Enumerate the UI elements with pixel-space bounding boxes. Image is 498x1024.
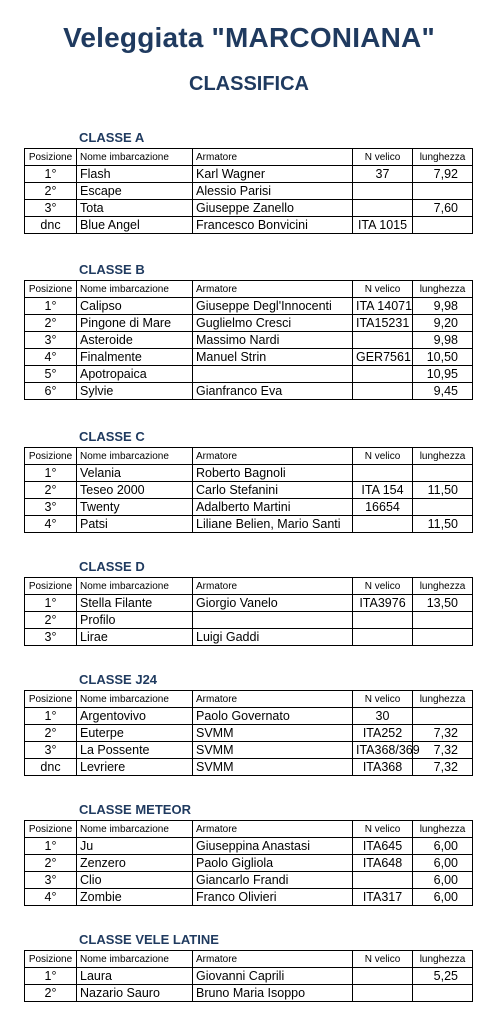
table-row bbox=[25, 366, 473, 383]
cell-owner: Karl Wagner bbox=[193, 166, 353, 183]
cell-owner: Massimo Nardi bbox=[193, 332, 353, 349]
cell-position: 2° bbox=[25, 612, 77, 629]
column-header: lunghezza bbox=[413, 821, 473, 838]
column-header: Armatore bbox=[193, 448, 353, 465]
cell-position: 2° bbox=[25, 725, 77, 742]
cell-owner: Giorgio Vanelo bbox=[193, 595, 353, 612]
cell-sail-number bbox=[353, 183, 413, 200]
cell-boat-name: Twenty bbox=[77, 499, 193, 516]
table-header-row bbox=[25, 821, 473, 838]
cell-boat-name: Blue Angel bbox=[77, 217, 193, 234]
cell-position: 1° bbox=[25, 838, 77, 855]
class-title: CLASSE C bbox=[79, 429, 145, 444]
table-row bbox=[25, 183, 473, 200]
class-title: CLASSE D bbox=[79, 559, 145, 574]
cell-length: 6,00 bbox=[413, 872, 473, 889]
column-header: N velico bbox=[353, 281, 413, 298]
column-header: N velico bbox=[353, 691, 413, 708]
cell-boat-name: Finalmente bbox=[77, 349, 193, 366]
cell-position: 3° bbox=[25, 200, 77, 217]
column-header: Posizione bbox=[25, 149, 77, 166]
cell-length: 11,50 bbox=[413, 482, 473, 499]
cell-sail-number: ITA 1015 bbox=[353, 217, 413, 234]
cell-sail-number: ITA15231 bbox=[353, 315, 413, 332]
column-header: N velico bbox=[353, 149, 413, 166]
table-row bbox=[25, 217, 473, 234]
cell-sail-number bbox=[353, 366, 413, 383]
class-section bbox=[24, 262, 472, 400]
table-row bbox=[25, 985, 473, 1002]
cell-boat-name: Pingone di Mare bbox=[77, 315, 193, 332]
class-title: CLASSE VELE LATINE bbox=[79, 932, 219, 947]
table-header-row bbox=[25, 281, 473, 298]
cell-sail-number: ITA317 bbox=[353, 889, 413, 906]
results-table bbox=[24, 690, 473, 776]
cell-sail-number: ITA 14071 bbox=[353, 298, 413, 315]
cell-owner: SVMM bbox=[193, 725, 353, 742]
table-row bbox=[25, 516, 473, 533]
column-header: Posizione bbox=[25, 578, 77, 595]
column-header: Armatore bbox=[193, 951, 353, 968]
cell-boat-name: Clio bbox=[77, 872, 193, 889]
column-header: Posizione bbox=[25, 448, 77, 465]
cell-position: 2° bbox=[25, 985, 77, 1002]
cell-sail-number: ITA648 bbox=[353, 855, 413, 872]
cell-sail-number bbox=[353, 465, 413, 482]
results-table bbox=[24, 577, 473, 646]
cell-length bbox=[413, 183, 473, 200]
cell-position: 2° bbox=[25, 183, 77, 200]
class-title: CLASSE A bbox=[79, 130, 145, 145]
cell-length bbox=[413, 499, 473, 516]
cell-length bbox=[413, 612, 473, 629]
cell-length: 5,25 bbox=[413, 968, 473, 985]
column-header: Armatore bbox=[193, 149, 353, 166]
table-header-row bbox=[25, 691, 473, 708]
table-row bbox=[25, 200, 473, 217]
cell-length: 6,00 bbox=[413, 889, 473, 906]
column-header: Posizione bbox=[25, 821, 77, 838]
cell-position: 3° bbox=[25, 499, 77, 516]
cell-length bbox=[413, 217, 473, 234]
cell-owner: Luigi Gaddi bbox=[193, 629, 353, 646]
column-header: Posizione bbox=[25, 691, 77, 708]
cell-sail-number: ITA368 bbox=[353, 759, 413, 776]
cell-boat-name: Euterpe bbox=[77, 725, 193, 742]
cell-boat-name: Zombie bbox=[77, 889, 193, 906]
cell-position: dnc bbox=[25, 759, 77, 776]
cell-sail-number bbox=[353, 612, 413, 629]
cell-length: 10,50 bbox=[413, 349, 473, 366]
column-header: Armatore bbox=[193, 691, 353, 708]
cell-boat-name: Teseo 2000 bbox=[77, 482, 193, 499]
class-title: CLASSE B bbox=[79, 262, 145, 277]
cell-length bbox=[413, 985, 473, 1002]
results-table bbox=[24, 280, 473, 400]
table-row bbox=[25, 708, 473, 725]
cell-length bbox=[413, 629, 473, 646]
cell-position: 3° bbox=[25, 742, 77, 759]
class-section bbox=[24, 130, 472, 234]
class-title: CLASSE J24 bbox=[79, 672, 158, 687]
cell-position: 1° bbox=[25, 166, 77, 183]
table-row bbox=[25, 759, 473, 776]
cell-length bbox=[413, 708, 473, 725]
cell-owner: Bruno Maria Isoppo bbox=[193, 985, 353, 1002]
cell-position: 2° bbox=[25, 482, 77, 499]
table-row bbox=[25, 499, 473, 516]
table-row bbox=[25, 315, 473, 332]
cell-length: 7,32 bbox=[413, 742, 473, 759]
table-row bbox=[25, 612, 473, 629]
cell-boat-name: Laura bbox=[77, 968, 193, 985]
cell-boat-name: Lirae bbox=[77, 629, 193, 646]
results-table bbox=[24, 950, 473, 1002]
cell-owner: Giuseppina Anastasi bbox=[193, 838, 353, 855]
cell-position: 1° bbox=[25, 595, 77, 612]
cell-owner: Gianfranco Eva bbox=[193, 383, 353, 400]
cell-length: 6,00 bbox=[413, 838, 473, 855]
cell-boat-name: Zenzero bbox=[77, 855, 193, 872]
cell-length: 9,20 bbox=[413, 315, 473, 332]
table-row bbox=[25, 725, 473, 742]
cell-length: 6,00 bbox=[413, 855, 473, 872]
table-row bbox=[25, 332, 473, 349]
table-header-row bbox=[25, 951, 473, 968]
cell-boat-name: Ju bbox=[77, 838, 193, 855]
cell-boat-name: Argentovivo bbox=[77, 708, 193, 725]
column-header: lunghezza bbox=[413, 281, 473, 298]
cell-length bbox=[413, 465, 473, 482]
table-row bbox=[25, 383, 473, 400]
page-subtitle: CLASSIFICA bbox=[189, 73, 309, 95]
cell-owner: Carlo Stefanini bbox=[193, 482, 353, 499]
table-header-row bbox=[25, 448, 473, 465]
cell-owner: Giuseppe Zanello bbox=[193, 200, 353, 217]
table-row bbox=[25, 349, 473, 366]
cell-owner: Paolo Gigliola bbox=[193, 855, 353, 872]
cell-position: 2° bbox=[25, 315, 77, 332]
cell-length: 7,32 bbox=[413, 725, 473, 742]
cell-position: 3° bbox=[25, 332, 77, 349]
column-header: lunghezza bbox=[413, 578, 473, 595]
table-row bbox=[25, 742, 473, 759]
cell-sail-number: GER7561 bbox=[353, 349, 413, 366]
cell-position: 1° bbox=[25, 968, 77, 985]
cell-owner bbox=[193, 612, 353, 629]
cell-owner: SVMM bbox=[193, 742, 353, 759]
cell-sail-number: ITA368/369 bbox=[353, 742, 413, 759]
table-row bbox=[25, 838, 473, 855]
column-header: Armatore bbox=[193, 281, 353, 298]
column-header: lunghezza bbox=[413, 448, 473, 465]
table-row bbox=[25, 465, 473, 482]
cell-owner bbox=[193, 366, 353, 383]
class-title: CLASSE METEOR bbox=[79, 802, 191, 817]
cell-boat-name: Calipso bbox=[77, 298, 193, 315]
cell-owner: Giancarlo Frandi bbox=[193, 872, 353, 889]
column-header: lunghezza bbox=[413, 691, 473, 708]
column-header: N velico bbox=[353, 821, 413, 838]
cell-owner: Manuel Strin bbox=[193, 349, 353, 366]
cell-position: 4° bbox=[25, 516, 77, 533]
column-header: Posizione bbox=[25, 951, 77, 968]
page-title: Veleggiata "MARCONIANA" bbox=[63, 22, 435, 53]
column-header: lunghezza bbox=[413, 951, 473, 968]
table-row bbox=[25, 482, 473, 499]
cell-boat-name: Velania bbox=[77, 465, 193, 482]
results-table bbox=[24, 820, 473, 906]
results-table bbox=[24, 447, 473, 533]
cell-sail-number bbox=[353, 985, 413, 1002]
cell-owner: Liliane Belien, Mario Santi bbox=[193, 516, 353, 533]
cell-boat-name: Asteroide bbox=[77, 332, 193, 349]
cell-owner: Francesco Bonvicini bbox=[193, 217, 353, 234]
cell-sail-number: ITA 154 bbox=[353, 482, 413, 499]
cell-sail-number: ITA3976 bbox=[353, 595, 413, 612]
column-header: Nome imbarcazione bbox=[77, 691, 193, 708]
cell-boat-name: Sylvie bbox=[77, 383, 193, 400]
table-row bbox=[25, 968, 473, 985]
cell-length: 9,98 bbox=[413, 332, 473, 349]
column-header: Nome imbarcazione bbox=[77, 821, 193, 838]
cell-sail-number bbox=[353, 332, 413, 349]
cell-position: dnc bbox=[25, 217, 77, 234]
results-table bbox=[24, 148, 473, 234]
table-header-row bbox=[25, 149, 473, 166]
cell-owner: Giovanni Caprili bbox=[193, 968, 353, 985]
cell-position: 5° bbox=[25, 366, 77, 383]
table-header-row bbox=[25, 578, 473, 595]
cell-boat-name: Levriere bbox=[77, 759, 193, 776]
cell-boat-name: Profilo bbox=[77, 612, 193, 629]
cell-length: 7,32 bbox=[413, 759, 473, 776]
cell-length: 11,50 bbox=[413, 516, 473, 533]
cell-length: 7,60 bbox=[413, 200, 473, 217]
table-row bbox=[25, 629, 473, 646]
column-header: Nome imbarcazione bbox=[77, 149, 193, 166]
cell-boat-name: Stella Filante bbox=[77, 595, 193, 612]
cell-position: 3° bbox=[25, 629, 77, 646]
cell-sail-number: 30 bbox=[353, 708, 413, 725]
cell-sail-number: 16654 bbox=[353, 499, 413, 516]
cell-boat-name: Patsi bbox=[77, 516, 193, 533]
cell-boat-name: Tota bbox=[77, 200, 193, 217]
cell-length: 9,45 bbox=[413, 383, 473, 400]
cell-length: 7,92 bbox=[413, 166, 473, 183]
cell-position: 4° bbox=[25, 889, 77, 906]
cell-sail-number: ITA252 bbox=[353, 725, 413, 742]
column-header: N velico bbox=[353, 448, 413, 465]
column-header: Nome imbarcazione bbox=[77, 578, 193, 595]
table-row bbox=[25, 595, 473, 612]
column-header: N velico bbox=[353, 951, 413, 968]
cell-length: 10,95 bbox=[413, 366, 473, 383]
cell-position: 1° bbox=[25, 465, 77, 482]
column-header: Armatore bbox=[193, 578, 353, 595]
cell-owner: Franco Olivieri bbox=[193, 889, 353, 906]
cell-length: 9,98 bbox=[413, 298, 473, 315]
table-row bbox=[25, 855, 473, 872]
cell-length: 13,50 bbox=[413, 595, 473, 612]
column-header: Nome imbarcazione bbox=[77, 448, 193, 465]
cell-sail-number bbox=[353, 383, 413, 400]
cell-owner: SVMM bbox=[193, 759, 353, 776]
class-section bbox=[24, 932, 472, 1002]
cell-sail-number bbox=[353, 629, 413, 646]
cell-position: 1° bbox=[25, 708, 77, 725]
cell-owner: Guglielmo Cresci bbox=[193, 315, 353, 332]
table-row bbox=[25, 872, 473, 889]
cell-sail-number: ITA645 bbox=[353, 838, 413, 855]
class-section bbox=[24, 802, 472, 906]
cell-sail-number bbox=[353, 516, 413, 533]
class-section bbox=[24, 672, 472, 776]
cell-position: 2° bbox=[25, 855, 77, 872]
table-row bbox=[25, 298, 473, 315]
cell-owner: Roberto Bagnoli bbox=[193, 465, 353, 482]
cell-sail-number bbox=[353, 968, 413, 985]
cell-boat-name: Apotropaica bbox=[77, 366, 193, 383]
cell-sail-number bbox=[353, 872, 413, 889]
cell-boat-name: La Possente bbox=[77, 742, 193, 759]
cell-position: 1° bbox=[25, 298, 77, 315]
cell-boat-name: Nazario Sauro bbox=[77, 985, 193, 1002]
class-section bbox=[24, 559, 472, 646]
cell-boat-name: Escape bbox=[77, 183, 193, 200]
column-header: Armatore bbox=[193, 821, 353, 838]
column-header: Posizione bbox=[25, 281, 77, 298]
cell-sail-number: 37 bbox=[353, 166, 413, 183]
cell-position: 6° bbox=[25, 383, 77, 400]
cell-position: 3° bbox=[25, 872, 77, 889]
table-row bbox=[25, 166, 473, 183]
cell-position: 4° bbox=[25, 349, 77, 366]
cell-owner: Paolo Governato bbox=[193, 708, 353, 725]
cell-sail-number bbox=[353, 200, 413, 217]
cell-boat-name: Flash bbox=[77, 166, 193, 183]
cell-owner: Alessio Parisi bbox=[193, 183, 353, 200]
column-header: N velico bbox=[353, 578, 413, 595]
cell-owner: Adalberto Martini bbox=[193, 499, 353, 516]
cell-owner: Giuseppe Degl'Innocenti bbox=[193, 298, 353, 315]
column-header: Nome imbarcazione bbox=[77, 281, 193, 298]
table-row bbox=[25, 889, 473, 906]
column-header: Nome imbarcazione bbox=[77, 951, 193, 968]
class-section bbox=[24, 429, 472, 533]
column-header: lunghezza bbox=[413, 149, 473, 166]
